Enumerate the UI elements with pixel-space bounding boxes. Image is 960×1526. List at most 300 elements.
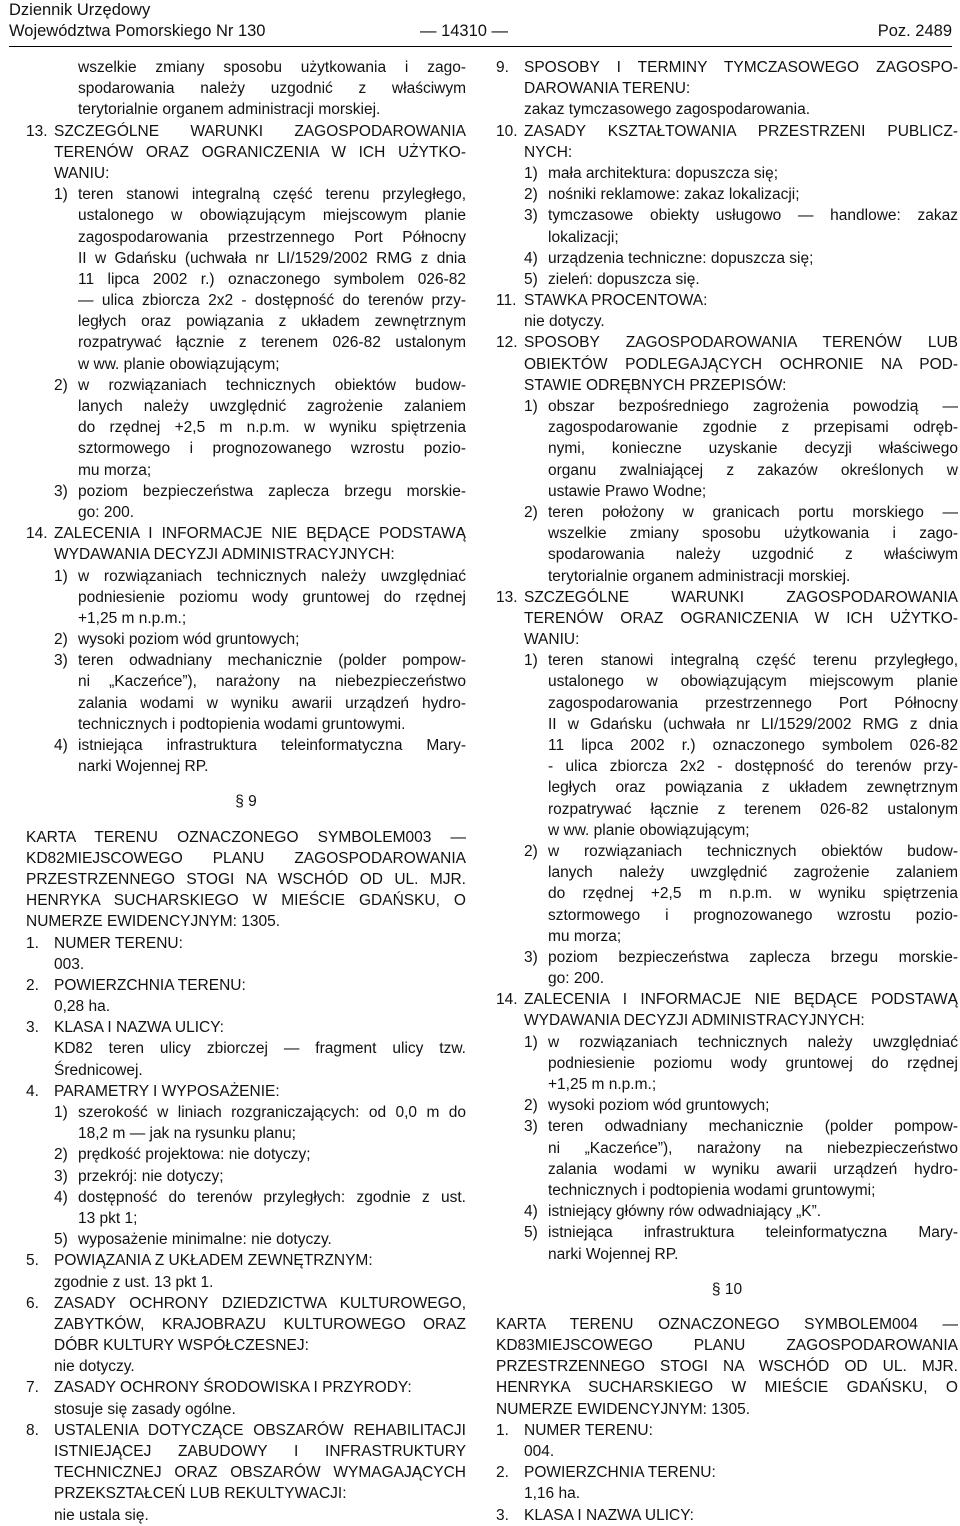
- line-text: PRZESTRZENNEGO STOGI NA WSCHÓD OD UL. MJR.: [496, 1358, 958, 1376]
- line-text: 11 lipca 2002 r.) oznaczonego symbolem 026-82: [548, 737, 958, 754]
- text-line: [26, 57, 466, 78]
- text-line: [496, 184, 958, 205]
- text-line: [26, 1462, 466, 1483]
- item-number: 4): [54, 1188, 68, 1206]
- line-text: teren odwadniany mechanicznie (polder pompow-: [548, 1118, 958, 1136]
- line-text: dostępność do terenów przyległych: zgodnie z ust.: [78, 1188, 466, 1206]
- text-line: [26, 791, 466, 812]
- line-text: ZASADY OCHRONY ŚRODOWISKA I PRZYRODY:: [54, 1379, 412, 1397]
- text-line: [26, 869, 466, 890]
- item-number: 3): [54, 1167, 68, 1185]
- line-text: stosuje się zasady ogólne.: [54, 1400, 236, 1418]
- text-line: [496, 417, 958, 438]
- line-text: w rozwiązaniach technicznych obiektów budow-: [548, 842, 958, 860]
- text-line: [496, 481, 958, 502]
- text-line: [496, 1201, 958, 1222]
- line-text: TERENÓW ORAZ OGRANICZENIA W ICH UŻYTKO-: [524, 609, 958, 627]
- text-line: [496, 608, 958, 629]
- text-line: [26, 1187, 466, 1208]
- text-line: [496, 566, 958, 587]
- text-line: [26, 1441, 466, 1462]
- text-line: [496, 1420, 958, 1441]
- item-number: 11.: [496, 292, 517, 310]
- text-line: [26, 848, 466, 869]
- line-text: do rzędnej +2,5 m n.p.m. w wyniku spiętrzenia: [548, 885, 958, 903]
- line-text: STAWIE ODRĘBNYCH PRZEPISÓW:: [524, 376, 787, 394]
- text-line: [496, 714, 958, 735]
- item-number: 1): [524, 398, 538, 415]
- text-line: [26, 890, 466, 911]
- item-number: 2): [54, 376, 68, 394]
- line-text: rozpatrywać łącznie z terenem 026-82 ustalonym: [78, 334, 466, 352]
- text-line: [496, 1053, 958, 1074]
- line-text: go: 200.: [78, 503, 135, 521]
- line-text: teren stanowi integralną część terenu przyległego,: [78, 186, 466, 204]
- line-text: istniejąca infrastruktura teleinformatyczna Mary-: [548, 1224, 958, 1242]
- text-line: [496, 693, 958, 714]
- item-number: 3): [54, 482, 68, 500]
- line-text: 1,16 ha.: [524, 1485, 581, 1503]
- text-line: [26, 954, 466, 975]
- text-line: [26, 290, 466, 311]
- position-number: Poz. 2489: [877, 22, 952, 40]
- line-text: ZABYTKÓW, KRAJOBRAZU KULTUROWEGO ORAZ: [54, 1315, 466, 1333]
- text-line: [496, 1095, 958, 1116]
- text-line: [26, 502, 466, 523]
- line-text: poziom bezpieczeństwa zaplecza brzegu morskie-: [548, 948, 958, 966]
- text-line: [26, 975, 466, 996]
- text-line: [26, 1250, 466, 1271]
- line-text: ni „Kaczeńce”), narażony na niebezpieczeństwo: [78, 673, 466, 691]
- line-text: podniesienie poziomu wody gruntowej do rzędnej: [548, 1054, 958, 1072]
- item-number: 3): [54, 652, 68, 670]
- line-text: ni „Kaczeńce”), narażony na niebezpieczeństwo: [548, 1139, 958, 1157]
- text-line: [26, 417, 466, 438]
- item-number: 12.: [496, 334, 518, 352]
- text-line: [496, 862, 958, 883]
- line-text: KD82MIEJSCOWEGO PLANU ZAGOSPODAROWANIA: [26, 849, 466, 867]
- text-line: [26, 650, 466, 671]
- line-text: zgodnie z ust. 13 pkt 1.: [54, 1273, 214, 1291]
- line-text: SZCZEGÓLNE WARUNKI ZAGOSPODAROWANIA: [524, 588, 958, 606]
- text-line: [496, 650, 958, 671]
- text-line: [496, 332, 958, 353]
- line-text: sztormowego i prognozowanego wzrostu pozio-: [78, 440, 466, 458]
- item-number: 5.: [26, 1252, 39, 1270]
- text-line: [496, 502, 958, 523]
- text-line: [26, 911, 466, 932]
- line-text: podniesienie poziomu wody gruntowej do rzędnej: [78, 588, 466, 606]
- line-text: teren stanowi integralną część terenu przyległego,: [548, 652, 958, 670]
- text-line: [496, 587, 958, 608]
- text-line: [26, 332, 466, 353]
- text-line: [26, 78, 466, 99]
- text-line: [26, 1229, 466, 1250]
- line-text: 13 pkt 1;: [78, 1209, 138, 1227]
- line-text: ustalonego w obowiązującym miejscowym planie: [78, 207, 466, 225]
- text-line: [496, 1483, 958, 1504]
- item-number: 2): [54, 631, 68, 649]
- line-text: spodarowania należy uzgodnić z właściwym: [548, 546, 958, 564]
- item-number: 5): [524, 270, 538, 288]
- line-text: ległych oraz powiązania z układem zewnętrznym: [78, 313, 466, 331]
- line-text: sztormowego i prognozowanego wzrostu pozio-: [548, 906, 958, 924]
- line-text: § 10: [711, 1280, 743, 1298]
- line-text: NUMER TERENU:: [524, 1421, 653, 1439]
- item-number: 8.: [26, 1421, 39, 1439]
- text-line: [26, 1102, 466, 1123]
- line-text: TECHNICZNEJ ORAZ OBSZARÓW WYMAGAJĄCYCH: [54, 1464, 466, 1482]
- text-line: [496, 57, 958, 78]
- text-line: [496, 905, 958, 926]
- line-text: ZALECENIA I INFORMACJE NIE BĘDĄCE PODSTAWĄ: [54, 525, 466, 543]
- text-line: [26, 1399, 466, 1420]
- line-text: KARTA TERENU OZNACZONEGO SYMBOLEM003 —: [26, 828, 466, 846]
- text-line: [496, 1462, 958, 1483]
- text-line: [496, 248, 958, 269]
- text-line: [496, 1399, 958, 1420]
- line-text: terytorialnie organem administracji morskiej.: [548, 567, 851, 585]
- line-text: ZASADY OCHRONY DZIEDZICTWA KULTUROWEGO,: [54, 1294, 466, 1312]
- line-text: WANIU:: [54, 164, 110, 182]
- text-line: [26, 523, 466, 544]
- item-number: 2): [524, 503, 538, 521]
- text-line: [26, 227, 466, 248]
- text-line: [26, 142, 466, 163]
- line-text: ZASADY KSZTAŁTOWANIA PRZESTRZENI PUBLICZ-: [524, 122, 958, 140]
- item-number: 3): [524, 207, 538, 225]
- text-line: [496, 735, 958, 756]
- line-text: PRZEKSZTAŁCEŃ LUB REKULTYWACJI:: [54, 1485, 347, 1503]
- text-line: [496, 629, 958, 650]
- line-text: wyposażenie minimalne: nie dotyczy.: [78, 1231, 332, 1249]
- text-line: [26, 756, 466, 777]
- line-text: zagospodarowania przestrzennego Port Północny: [548, 694, 958, 712]
- line-text: obszar bezpośredniego zagrożenia powodzią —: [548, 398, 958, 415]
- line-text: NUMERZE EWIDENCYJNYM: 1305.: [26, 913, 281, 931]
- line-text: — ulica zbiorcza 2x2 - dostępność do terenów przy-: [78, 292, 466, 310]
- text-line: [26, 1314, 466, 1335]
- line-text: rozpatrywać łącznie z terenem 026-82 ustalonym: [548, 800, 958, 818]
- item-number: 3): [524, 948, 538, 966]
- line-text: POWIĄZANIA Z UKŁADEM ZEWNĘTRZNYM:: [54, 1252, 373, 1270]
- text-line: [26, 933, 466, 954]
- line-text: KLASA I NAZWA ULICY:: [54, 1019, 224, 1037]
- text-line: [26, 121, 466, 142]
- line-text: mu morza;: [78, 461, 152, 479]
- text-line: [26, 1335, 466, 1356]
- item-number: 2): [54, 1146, 68, 1164]
- item-number: 14.: [26, 525, 48, 543]
- publication-title: Dziennik Urzędowy: [9, 1, 151, 19]
- text-line: [26, 1017, 466, 1038]
- text-line: [496, 1074, 958, 1095]
- text-line: [496, 1314, 958, 1335]
- line-text: nymi, konieczne uzyskanie decyzji właściwego: [548, 440, 958, 458]
- line-text: II w Gdańsku (uchwała nr LI/1529/2002 RMG z dnia: [548, 715, 958, 733]
- item-number: 1): [524, 164, 538, 182]
- text-line: [26, 587, 466, 608]
- item-number: 3): [524, 1118, 538, 1136]
- text-line: [26, 1272, 466, 1293]
- line-text: urządzenia techniczne: dopuszcza się;: [548, 249, 814, 267]
- line-text: STAWKA PROCENTOWA:: [524, 292, 708, 310]
- line-text: technicznych i podtopienia wodami gruntowymi;: [548, 1181, 876, 1199]
- text-line: [26, 566, 466, 587]
- item-number: 2): [524, 186, 538, 204]
- line-text: WANIU:: [524, 631, 580, 649]
- text-line: [26, 248, 466, 269]
- item-number: 14.: [496, 991, 518, 1009]
- item-number: 9.: [496, 59, 509, 76]
- text-line: [496, 375, 958, 396]
- text-line: [496, 460, 958, 481]
- line-text: 11 lipca 2002 r.) oznaczonego symbolem 026-82: [78, 270, 466, 288]
- text-line: [26, 1123, 466, 1144]
- line-text: nie dotyczy.: [54, 1358, 135, 1376]
- line-text: KARTA TERENU OZNACZONEGO SYMBOLEM004 —: [496, 1315, 958, 1333]
- item-number: 1): [54, 567, 68, 585]
- text-line: [26, 1420, 466, 1441]
- text-line: [26, 544, 466, 565]
- line-text: poziom bezpieczeństwa zaplecza brzegu morskie-: [78, 482, 466, 500]
- line-text: wysoki poziom wód gruntowych;: [78, 631, 300, 649]
- left-column: [26, 57, 466, 1526]
- text-line: [26, 1144, 466, 1165]
- text-line: [496, 438, 958, 459]
- line-text: SPOSOBY ZAGOSPODAROWANIA TERENÓW LUB: [524, 334, 958, 352]
- text-line: [496, 1279, 958, 1300]
- item-number: 4): [524, 249, 538, 267]
- item-number: 1): [54, 186, 68, 204]
- text-line: [26, 99, 466, 120]
- item-number: 2.: [496, 1464, 509, 1482]
- line-text: w rozwiązaniach technicznych należy uwzględniać: [548, 1033, 958, 1051]
- line-text: narki Wojennej RP.: [78, 758, 209, 776]
- text-line: [26, 163, 466, 184]
- line-text: HENRYKA SUCHARSKIEGO W MIEŚCIE GDAŃSKU, O: [496, 1379, 958, 1397]
- line-text: ustalonego w obowiązującym miejscowym planie: [548, 673, 958, 691]
- line-text: SZCZEGÓLNE WARUNKI ZAGOSPODAROWANIA: [54, 122, 466, 140]
- line-text: - ulica zbiorcza 2x2 - dostępność do terenów przy-: [548, 758, 958, 776]
- text-line: [496, 523, 958, 544]
- line-text: mu morza;: [548, 927, 622, 945]
- line-text: wszelkie zmiany sposobu użytkowania i zago-: [78, 59, 466, 76]
- line-text: w ww. planie obowiązującym;: [548, 821, 750, 839]
- text-line: [496, 1377, 958, 1398]
- item-number: 7.: [26, 1379, 39, 1397]
- text-line: [496, 1335, 958, 1356]
- text-line: [496, 756, 958, 777]
- text-line: [496, 1356, 958, 1377]
- text-line: [26, 735, 466, 756]
- line-text: WYDAWANIA DECYZJI ADMINISTRACYJNYCH:: [524, 1012, 865, 1030]
- publication-issue: Województwa Pomorskiego Nr 130: [9, 22, 266, 40]
- item-number: 13.: [496, 588, 518, 606]
- line-text: 18,2 m — jak na rysunku planu;: [78, 1125, 296, 1143]
- line-text: ległych oraz powiązania z układem zewnętrznym: [548, 779, 958, 797]
- text-line: [496, 396, 958, 417]
- page-number: — 14310 —: [420, 22, 509, 40]
- text-line: [496, 78, 958, 99]
- line-text: KLASA I NAZWA ULICY:: [524, 1506, 694, 1524]
- line-text: NUMER TERENU:: [54, 934, 183, 952]
- text-line: [26, 1505, 466, 1526]
- text-line: [496, 1441, 958, 1462]
- line-text: POWIERZCHNIA TERENU:: [54, 976, 246, 994]
- text-line: [26, 1293, 466, 1314]
- item-number: 2): [524, 1097, 538, 1115]
- text-line: [496, 269, 958, 290]
- text-line: [496, 121, 958, 142]
- line-text: +1,25 m n.p.m.;: [548, 1076, 657, 1093]
- line-text: zagospodarowanie zgodnie z przepisami odręb-: [548, 419, 958, 437]
- text-line: [26, 827, 466, 848]
- text-line: [496, 142, 958, 163]
- line-text: technicznych i podtopienia wodami gruntowymi.: [78, 715, 406, 733]
- text-line: [496, 1180, 958, 1201]
- text-line: [496, 1138, 958, 1159]
- text-line: [496, 883, 958, 904]
- text-line: [26, 1166, 466, 1187]
- text-line: [496, 290, 958, 311]
- item-number: 1): [524, 1033, 538, 1051]
- text-line: [26, 481, 466, 502]
- text-line: [26, 1483, 466, 1504]
- text-line: [496, 1032, 958, 1053]
- text-line: [496, 989, 958, 1010]
- line-text: spodarowania należy uzgodnić z właściwym: [78, 80, 466, 98]
- text-line: [496, 671, 958, 692]
- line-text: ZALECENIA I INFORMACJE NIE BĘDĄCE PODSTAWĄ: [524, 991, 958, 1009]
- text-line: [496, 163, 958, 184]
- text-line: [26, 671, 466, 692]
- text-line: [496, 926, 958, 947]
- item-number: 4): [54, 737, 68, 754]
- text-line: [496, 1116, 958, 1137]
- text-line: [26, 205, 466, 226]
- line-text: POWIERZCHNIA TERENU:: [524, 1464, 716, 1482]
- item-number: 1): [524, 652, 538, 670]
- text-line: [26, 1377, 466, 1398]
- line-text: zagospodarowania przestrzennego Port Północny: [78, 228, 466, 246]
- line-text: Średnicowej.: [54, 1061, 143, 1079]
- line-text: 003.: [54, 955, 85, 973]
- line-text: § 9: [235, 793, 257, 811]
- text-line: [26, 184, 466, 205]
- line-text: przekrój: nie dotyczy;: [78, 1167, 224, 1185]
- text-line: [496, 968, 958, 989]
- line-text: USTALENIA DOTYCZĄCE OBSZARÓW REHABILITACJI: [54, 1421, 466, 1439]
- item-number: 4): [524, 1203, 538, 1221]
- line-text: nie ustala się.: [54, 1506, 149, 1524]
- text-line: [496, 205, 958, 226]
- line-text: organu zwalniającej z zakazów określonych w: [548, 461, 958, 479]
- line-text: 004.: [524, 1443, 555, 1460]
- item-number: 4.: [26, 1082, 39, 1100]
- line-text: zakaz tymczasowego zagospodarowania.: [524, 101, 811, 119]
- text-line: [26, 1356, 466, 1377]
- line-text: zieleń: dopuszcza się.: [548, 270, 700, 288]
- text-line: [26, 438, 466, 459]
- line-text: nie dotyczy.: [524, 313, 605, 331]
- text-line: [26, 629, 466, 650]
- line-text: terytorialnie organem administracji morskiej.: [78, 101, 381, 119]
- line-text: KD83MIEJSCOWEGO PLANU ZAGOSPODAROWANIA: [496, 1337, 958, 1355]
- publication-header: [9, 0, 265, 42]
- text-line: [496, 99, 958, 120]
- text-line: [26, 693, 466, 714]
- line-text: nośniki reklamowe: zakaz lokalizacji;: [548, 186, 800, 204]
- line-text: PARAMETRY I WYPOSAŻENIE:: [54, 1082, 280, 1100]
- text-line: [496, 227, 958, 248]
- line-text: lanych należy uwzględnić zagrożenie zalaniem: [548, 864, 958, 882]
- line-text: NUMERZE EWIDENCYJNYM: 1305.: [496, 1400, 751, 1418]
- line-text: narki Wojennej RP.: [548, 1245, 679, 1263]
- text-line: [496, 841, 958, 862]
- line-text: II w Gdańsku (uchwała nr LI/1529/2002 RMG z dnia: [78, 249, 466, 267]
- text-line: [496, 799, 958, 820]
- line-text: 0,28 ha.: [54, 998, 111, 1016]
- line-text: szerokość w liniach rozgraniczających: od 0,0 m do: [78, 1104, 466, 1121]
- line-text: mała architektura: dopuszcza się;: [548, 164, 779, 182]
- line-text: w rozwiązaniach technicznych obiektów budow-: [78, 376, 466, 394]
- text-line: [496, 1159, 958, 1180]
- item-number: 2): [524, 842, 538, 860]
- line-text: lanych należy uwzględnić zagrożenie zalaniem: [78, 398, 466, 415]
- line-text: istniejący główny rów odwadniający „K”.: [548, 1203, 822, 1221]
- line-text: tymczasowe obiekty usługowo — handlowe: zakaz: [548, 207, 958, 225]
- text-line: [26, 1038, 466, 1059]
- line-text: do rzędnej +2,5 m n.p.m. w wyniku spiętrzenia: [78, 419, 466, 437]
- line-text: DAROWANIA TERENU:: [524, 80, 691, 98]
- line-text: WYDAWANIA DECYZJI ADMINISTRACYJNYCH:: [54, 546, 395, 564]
- text-line: [26, 269, 466, 290]
- item-number: 1.: [26, 934, 39, 952]
- text-line: [496, 947, 958, 968]
- text-line: [26, 608, 466, 629]
- line-text: wszelkie zmiany sposobu użytkowania i zago-: [548, 525, 958, 543]
- text-line: [496, 354, 958, 375]
- line-text: zalania wodami w wyniku awarii urządzeń hydro-: [78, 694, 466, 712]
- item-number: 2.: [26, 976, 39, 994]
- item-number: 10.: [496, 122, 518, 140]
- line-text: teren odwadniany mechanicznie (polder pompow-: [78, 652, 466, 670]
- text-line: [26, 1208, 466, 1229]
- line-text: w rozwiązaniach technicznych należy uwzględniać: [78, 567, 466, 585]
- text-line: [26, 354, 466, 375]
- line-text: KD82 teren ulicy zbiorczej — fragment ulicy tzw.: [54, 1040, 466, 1058]
- text-line: [26, 1060, 466, 1081]
- item-number: 3.: [26, 1019, 39, 1037]
- line-text: SPOSOBY I TERMINY TYMCZASOWEGO ZAGOSPO-: [524, 59, 958, 76]
- line-text: DÓBR KULTURY WSPÓŁCZESNEJ:: [54, 1337, 309, 1355]
- right-column: [496, 57, 958, 1526]
- line-text: zalania wodami w wyniku awarii urządzeń hydro-: [548, 1160, 958, 1178]
- item-number: 5): [524, 1224, 538, 1242]
- line-text: OBIEKTÓW PODLEGAJĄCYCH OCHRONIE NA POD-: [524, 355, 958, 373]
- line-text: ISTNIEJĄCEJ ZABUDOWY I INFRASTRUKTURY: [54, 1443, 466, 1460]
- item-number: 1): [54, 1104, 68, 1121]
- text-line: [26, 1081, 466, 1102]
- text-line: [496, 1244, 958, 1265]
- line-text: +1,25 m n.p.m.;: [78, 609, 187, 627]
- line-text: ustawie Prawo Wodne;: [548, 482, 707, 500]
- line-text: lokalizacji;: [548, 228, 619, 246]
- item-number: 13.: [26, 122, 48, 140]
- line-text: NYCH:: [524, 143, 573, 161]
- item-number: 5): [54, 1231, 68, 1249]
